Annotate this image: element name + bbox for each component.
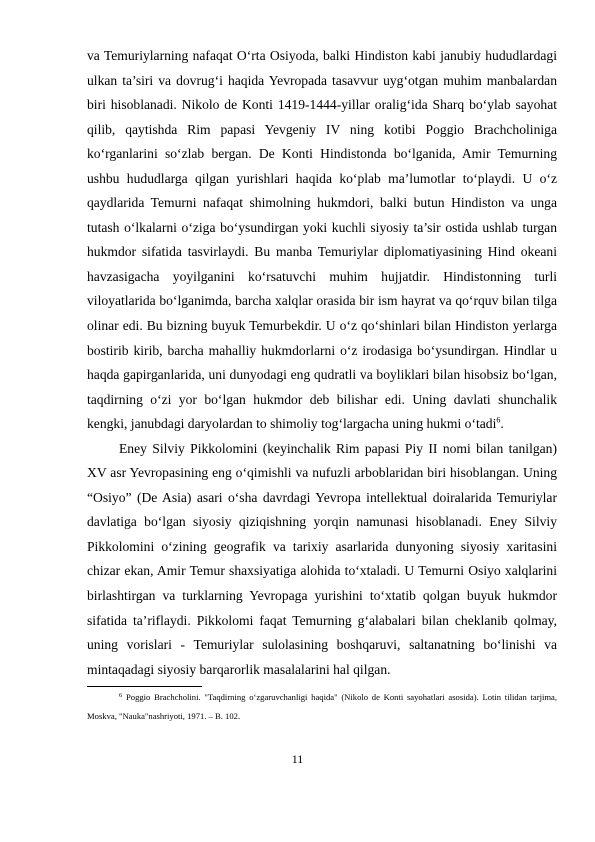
footnote-marker: 6 [119,692,123,699]
footnote-separator [87,686,202,687]
footnote-text: Poggio Brachcholini. "Taqdirning o‘zgaruvchanligi haqida" (Nikolo de Konti sayohatlari asosida). Lotin tilidan tarjima, Moskva, "Nauka"nashriyoti, 1971. – B. 102. [87,692,557,721]
paragraph-1-text: va Temuriylarning nafaqat O‘rta Osiyoda, balki Hindiston kabi janubiy hududlardagi ulkan ta’siri va dovrug‘i haqida Yevropada tasavvur uyg‘otgan muhim manbalardan biri hisoblanadi. Nikolo de Konti 1419-1444-yillar oralig‘ida Sharq bo‘ylab sayohat qilib, qaytishda Rim papasi Yevgeniy IV ning kotibi Poggio Brachcholiniga ko‘rganlarini so‘zlab bergan. De Konti Hindistonda bo‘lganida, Amir Temurning ushbu hududlarga qilgan yurishlari haqida ko‘plab ma’lumotlar to‘playdi. U o‘z qaydlarida Temurni nafaqat shimolning hukmdori, balki butun Hindiston va unga tutash o‘lkalarni o‘ziga bo‘ysundirgan yoki kuchli siyosiy ta’sir ostida ushlab turgan hukmdor sifatida tasvirlaydi. Bu manba Temuriylar diplomatiyasining Hind okeani havzasigacha yoyilganini ko‘rsatuvchi muhim hujjatdir. Hindistonning turli viloyatlarida bo‘lganimda, barcha xalqlar orasida bir ism hayrat va qo‘rquv bilan tilga olinar edi. Bu bizning buyuk Temurbekdir. U o‘z qo‘shinlari bilan Hindiston yerlarga bostirib kirib, barcha mahalliy hukmdorlarni o‘z irodasiga bo‘ysundirgan. Hindlar u haqda gapirganlarida, uni dunyodagi eng qudratli va boyliklari bilan hisobsiz bo‘lgan, taqdirning o‘zi yor bo‘lgan hukmdor deb bilishar edi. Uning davlati shunchalik kengki, janubdagi daryolardan to shimoliy tog‘largacha uning hukmi o‘tadi [87,48,557,432]
page-number: 11 [291,752,304,766]
footnote-reference[interactable]: 6 [496,415,501,425]
paragraph-1 [87,44,557,437]
paragraph-2: Eney Silviy Pikkolomini (keyinchalik Rim papasi Piy II nomi bilan tanilgan) XV asr Yevropasining eng o‘qimishli va nufuzli arboblaridan biri hisoblangan. Uning “Osiyo” (De Asia) asari o‘sha davrdagi Yevropa intellektual doiralarida Temuriylar davlatiga bo‘lgan siyosiy qiziqishning yorqin namunasi hisoblanadi. Eney Silviy Pikkolomini o‘zining geografik va tarixiy asarlarida dunyoning siyosiy xaritasini chizar ekan, Amir Temur shaxsiyatiga alohida to‘xtaladi. U Temurni Osiyo xalqlarini birlashtirgan va turklarning Yevropaga yurishini to‘xtatib qolgan buyuk hukmdor sifatida ta’riflaydi. Pikkolomi faqat Temurning g‘alabalari bilan cheklanib qolmay, uning vorislari - Temuriylar sulolasining boshqaruvi, saltanatning bo‘linishi va mintaqadagi siyosiy barqarorlik masalalarini hal qilgan. [87,440,557,677]
paragraph-1-end: . [500,416,504,432]
footnote [87,688,557,726]
document-body [87,44,557,682]
